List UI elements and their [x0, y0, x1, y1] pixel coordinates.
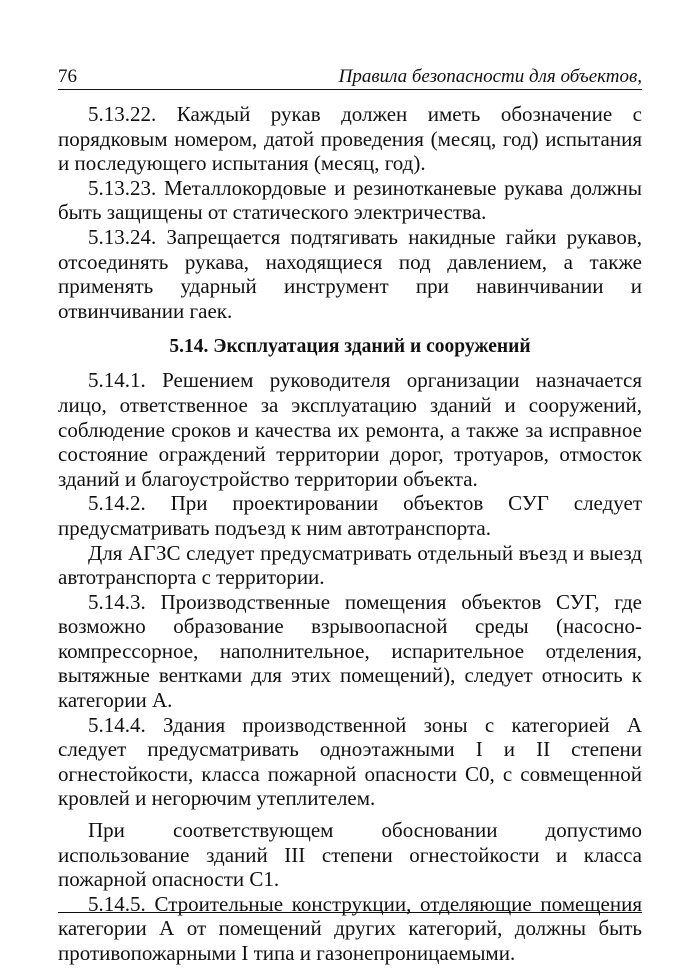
bottom-rule [58, 912, 642, 913]
paragraph-justification: При соответствующем обосновании допустимо использование зданий III степени огнестойкости и класса пожарной опасности С1. [58, 818, 642, 892]
paragraph-5-13-22: 5.13.22. Каждый рукав должен иметь обозначение с порядковым номером, датой проведения (месяц, год) испытания и последующего испытания (месяц, год). [58, 102, 642, 176]
paragraph-5-13-24: 5.13.24. Запрещается подтягивать накидные гайки рукавов, отсоединять рукава, находящиеся под давлением, а также применять ударный инструмент при навинчивании и отвинчивании гаек. [58, 224, 642, 323]
paragraph-5-14-3: 5.14.3. Производственные помещения объектов СУГ, где возможно образование взрывоопасной среды (насосно-компрессорное, наполнительное, испарительное отделения, вытяжные вентками для этих помещений), следует относить к категории А. [58, 589, 642, 713]
running-title: Правила безопасности для объектов, [338, 66, 642, 87]
section-heading: 5.14. Эксплуатация зданий и сооружений [169, 336, 531, 358]
paragraph-5-14-1: 5.14.1. Решением руководителя организации назначается лицо, ответственное за эксплуатацию зданий и сооружений, соблюдение сроков и качества их ремонта, а также за исправное состояние ограждений территории дорог, тротуаров, отмосток зданий и благоустройство территории объекта. [58, 368, 642, 491]
paragraph-5-14-5: 5.14.5. Строительные конструкции, отделяющие помещения категории А от помещений других категорий, должны быть противопожарными I типа и газонепроницаемыми. [58, 891, 642, 965]
page-number: 76 [58, 66, 77, 87]
running-header [58, 66, 642, 90]
paragraph-5-13-23: 5.13.23. Металлокордовые и резинотканевые рукава должны быть защищены от статического электричества. [58, 175, 642, 225]
document-page [58, 66, 642, 966]
paragraph-5-14-4: 5.14.4. Здания производственной зоны с категорией А следует предусматривать одноэтажными I и II степени огнестойкости, класса пожарной опасности С0, с совмещенной кровлей и негорючим утеплителем. [58, 712, 642, 811]
paragraph-5-14-2: 5.14.2. При проектировании объектов СУГ следует предусматривать подъезд к ним автотранспорта. [58, 491, 642, 540]
paragraph-agzs: Для АГЗС следует предусматривать отдельный въезд и выезд автотранспорта с территории. [58, 540, 642, 590]
